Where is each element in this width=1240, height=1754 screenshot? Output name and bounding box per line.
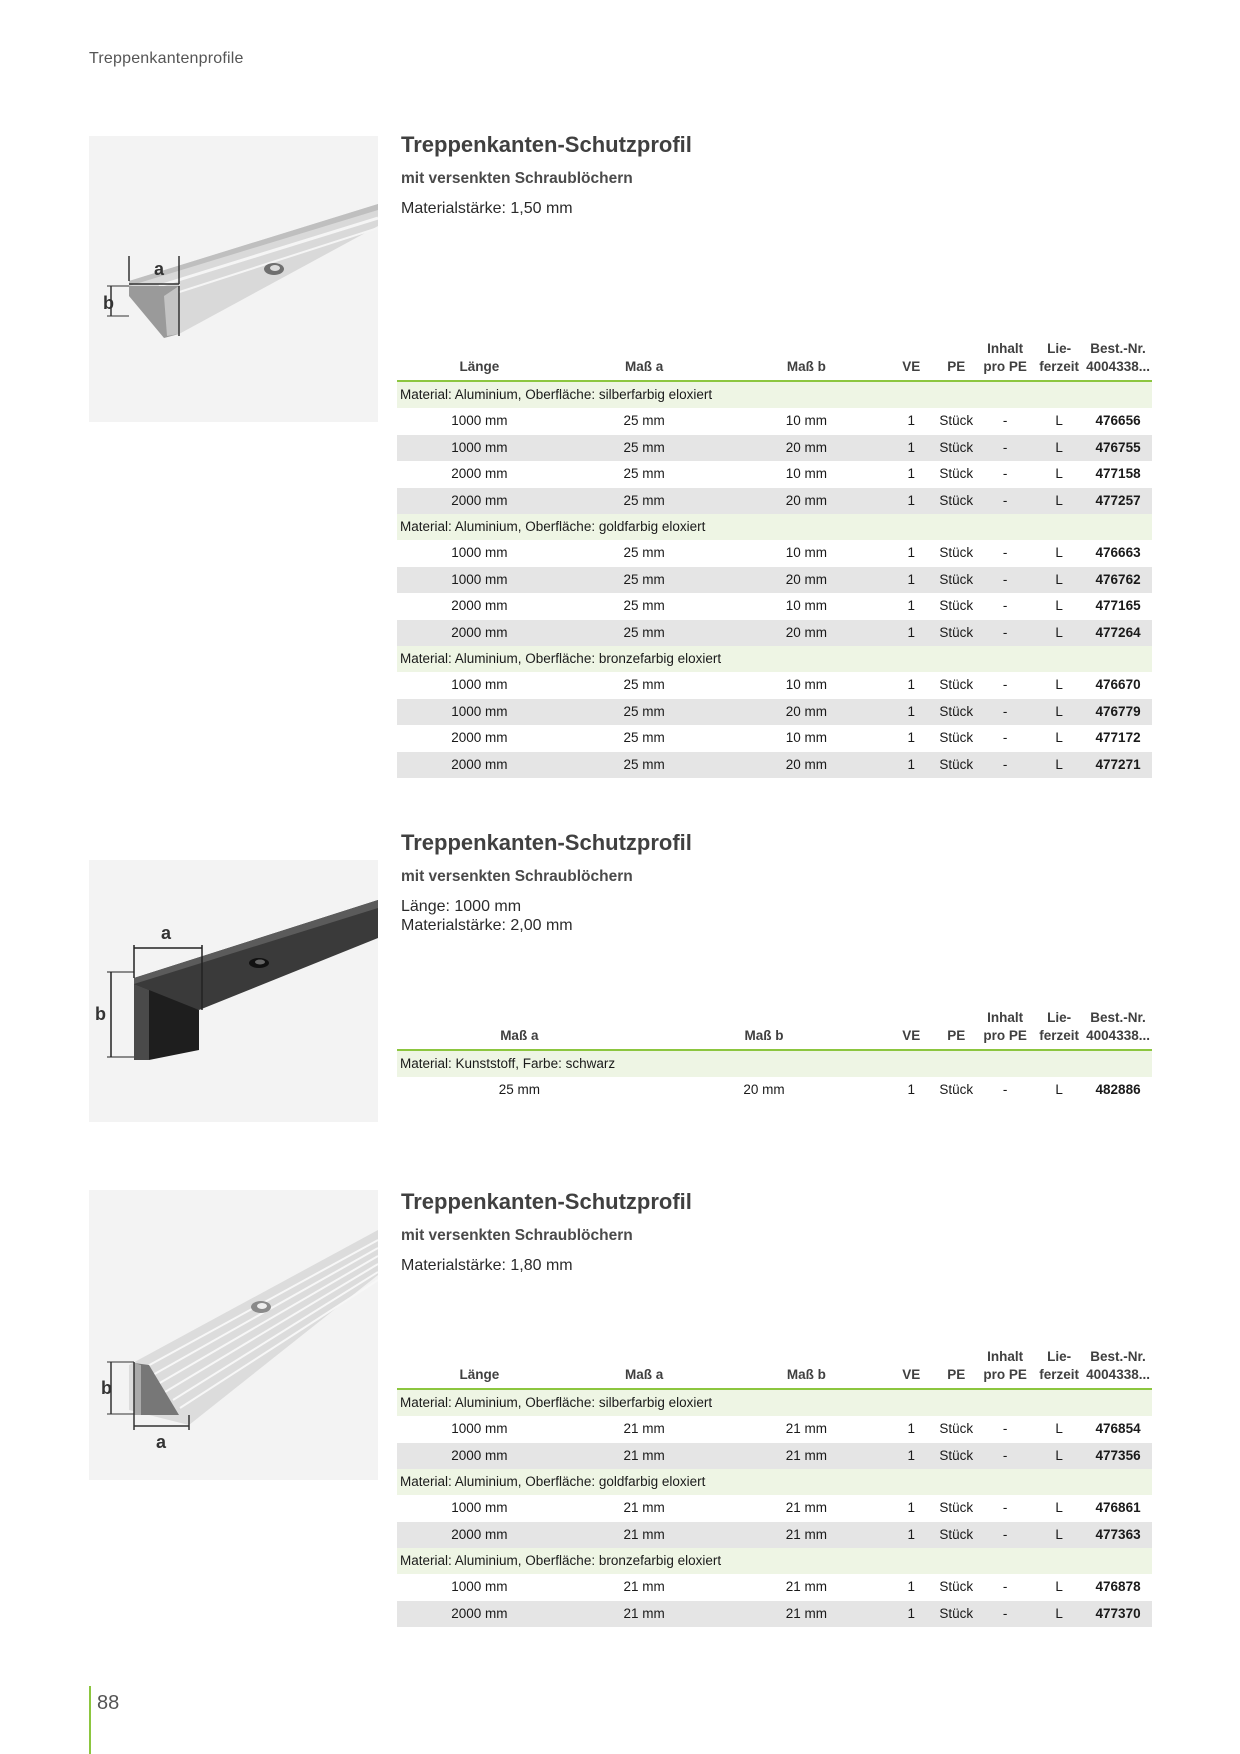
table-row [397,725,1152,752]
table-cell: 1 [907,730,915,746]
table-cell: 1000 mm [451,1421,508,1437]
product-spec-laenge: Länge: 1000 mm [401,898,522,915]
material-group-row [397,1050,1152,1077]
table-cell: Stück [936,620,976,647]
table-cell: Stück [939,466,974,482]
col-inhalt: Inhalt pro PE [976,332,1034,381]
table-cell: 1 [907,1082,915,1098]
best-nr-cell: 476670 [1095,677,1141,693]
table-cell: Stück [939,598,974,614]
table-row [397,488,1152,515]
best-nr-cell: 477158 [1095,466,1141,482]
table-cell: 10 mm [785,598,828,614]
table-cell: 1 [886,435,936,462]
material-label: Material: Aluminium, Oberfläche: bronzefarbig eloxiert [397,1548,1152,1574]
table-cell: 20 mm [727,435,887,462]
table-cell: - [976,1601,1034,1628]
table-cell: Stück [939,1500,974,1516]
material-group-row [397,1389,1152,1416]
table-cell: 1 [907,466,915,482]
table-cell: 21 mm [623,1579,665,1595]
col-pe: PE [936,1001,976,1050]
table-cell: 25 mm [623,598,665,614]
table-cell: Stück [936,699,976,726]
table-cell: L [1034,620,1084,647]
table-cell: Stück [939,730,974,746]
table-cell: 2000 mm [397,752,562,779]
table-row [397,435,1152,462]
table-cell: 20 mm [727,620,887,647]
table-cell: Stück [939,413,974,429]
table-cell: - [976,488,1034,515]
best-nr-cell: 477257 [1084,488,1152,515]
product-title: Treppenkanten-Schutzprofil [401,132,692,157]
table-cell: Stück [936,488,976,515]
table-cell: - [976,620,1034,647]
product-image-ribbed-profile [89,1190,378,1480]
table-cell: L [1034,435,1084,462]
table-body [397,381,1152,778]
product-info [401,1188,692,1275]
product-image-silver-profile [89,136,378,422]
product-table [397,332,1152,778]
dimension-label-a: a [156,1432,167,1452]
col-ve: VE [886,332,936,381]
table-cell: 25 mm [623,730,665,746]
table-cell: 1000 mm [451,545,508,561]
best-nr-cell: 476779 [1084,699,1152,726]
dimension-label-b: b [103,293,114,313]
table-cell: Stück [936,1522,976,1549]
table-cell: 25 mm [562,620,727,647]
col-inhalt: Inhalt pro PE [976,1340,1034,1389]
best-nr-cell: 477172 [1095,730,1141,746]
table-cell: - [1002,1579,1008,1595]
table-cell: - [1002,545,1008,561]
best-nr-cell: 476656 [1095,413,1141,429]
table-row [397,1601,1152,1628]
col-lieferzeit: Lie- ferzeit [1034,1001,1084,1050]
best-nr-cell: 476854 [1095,1421,1141,1437]
table-row [397,1495,1152,1522]
table-cell: 25 mm [623,466,665,482]
table-cell: - [976,752,1034,779]
col-best-nr: Best.-Nr. 4004338... [1084,332,1152,381]
table-cell: 25 mm [623,413,665,429]
table-cell: 2000 mm [397,620,562,647]
table-cell: 21 mm [727,1601,887,1628]
col-mass-b: Maß b [727,332,887,381]
best-nr-cell: 477370 [1084,1601,1152,1628]
material-group-row [397,646,1152,672]
product-table [397,1001,1152,1104]
table-cell: Stück [936,1443,976,1470]
table-cell: 25 mm [623,545,665,561]
material-label: Material: Aluminium, Oberfläche: goldfarbig eloxiert [397,514,1152,540]
col-ve: VE [886,1340,936,1389]
table-cell: Stück [936,435,976,462]
table-row [397,699,1152,726]
table-cell: Stück [936,567,976,594]
table-cell: - [1002,1082,1008,1098]
col-laenge: Länge [397,1340,562,1389]
col-mass-b: Maß b [642,1001,887,1050]
table-cell: - [976,567,1034,594]
best-nr-cell: 476878 [1095,1579,1141,1595]
table-row [397,408,1152,435]
table-row [397,540,1152,567]
dimension-label-b: b [95,1004,106,1024]
table-cell: 21 mm [785,1579,828,1595]
table-header-row [397,1340,1152,1389]
table-cell: 1000 mm [451,1500,508,1516]
table-cell: 1 [907,413,915,429]
table-cell: 25 mm [562,488,727,515]
table-cell: 1 [907,1579,915,1595]
table-cell: L [1055,1421,1063,1437]
material-group-row [397,1548,1152,1574]
table-row [397,752,1152,779]
table-cell: Stück [936,1601,976,1628]
material-label: Material: Aluminium, Oberfläche: bronzefarbig eloxiert [397,646,1152,672]
table-cell: 1 [907,598,915,614]
table-cell: 21 mm [623,1500,665,1516]
table-cell: L [1034,1443,1084,1470]
material-group-row [397,514,1152,540]
col-inhalt: Inhalt pro PE [976,1001,1034,1050]
table-cell: 2000 mm [397,1522,562,1549]
table-cell: L [1034,567,1084,594]
dimension-label-a: a [161,923,172,943]
best-nr-cell: 477165 [1095,598,1141,614]
col-mass-a: Maß a [397,1001,642,1050]
table-cell: 2000 mm [451,466,508,482]
material-label: Material: Aluminium, Oberfläche: goldfarbig eloxiert [397,1469,1152,1495]
col-pe: PE [936,332,976,381]
table-header-row [397,1001,1152,1050]
table-cell: Stück [936,752,976,779]
table-cell: - [1002,413,1008,429]
table-cell: 25 mm [498,1082,540,1098]
table-cell: 25 mm [562,752,727,779]
table-cell: 20 mm [727,488,887,515]
product-subtitle: mit versenkten Schraublöchern [401,170,633,187]
table-row [397,1416,1152,1443]
table-cell: 10 mm [785,677,828,693]
table-cell: - [976,435,1034,462]
table-cell: 10 mm [785,413,828,429]
table-header-row [397,332,1152,381]
best-nr-cell: 477264 [1084,620,1152,647]
dimension-label-b: b [101,1378,112,1398]
table-cell: 25 mm [562,567,727,594]
best-nr-cell: 476663 [1095,545,1141,561]
best-nr-cell: 476861 [1095,1500,1141,1516]
table-cell: 1 [886,699,936,726]
col-mass-b: Maß b [727,1340,887,1389]
table-row [397,620,1152,647]
dimension-label-a: a [154,259,165,279]
table-cell: 1 [886,1601,936,1628]
table-body [397,1389,1152,1627]
table-body [397,1050,1152,1104]
table-cell: 2000 mm [451,598,508,614]
table-cell: Stück [939,1579,974,1595]
table-cell: Stück [939,677,974,693]
table-cell: 1 [886,1522,936,1549]
material-group-row [397,1469,1152,1495]
table-cell: L [1034,1601,1084,1628]
product-info [401,829,692,935]
product-title: Treppenkanten-Schutzprofil [401,1189,692,1214]
page-number: 88 [97,1692,120,1714]
product-spec: Materialstärke: 1,80 mm [401,1257,573,1274]
table-cell: 1 [886,752,936,779]
table-row [397,461,1152,488]
table-cell: 2000 mm [397,1443,562,1470]
table-cell: 20 mm [743,1082,785,1098]
best-nr-cell: 477356 [1084,1443,1152,1470]
table-cell: L [1055,413,1063,429]
table-cell: L [1034,488,1084,515]
table-cell: 20 mm [727,752,887,779]
product-info [401,131,692,218]
table-cell: 1 [907,1421,915,1437]
table-cell: - [1002,1421,1008,1437]
product-spec-materialstaerke: Materialstärke: 2,00 mm [401,917,573,934]
table-cell: Stück [939,545,974,561]
table-cell: Stück [939,1421,974,1437]
material-label: Material: Aluminium, Oberfläche: silberfarbig eloxiert [397,1389,1152,1416]
col-best-nr: Best.-Nr. 4004338... [1084,1001,1152,1050]
table-cell: - [1002,730,1008,746]
table-cell: L [1055,545,1063,561]
section-header: Treppenkantenprofile [89,50,244,67]
table-cell: - [1002,677,1008,693]
table-cell: 25 mm [623,677,665,693]
table-cell: 1 [907,677,915,693]
table-cell: 1000 mm [397,699,562,726]
table-cell: 1000 mm [451,413,508,429]
product-subtitle: mit versenkten Schraublöchern [401,868,633,885]
table-cell: 1 [886,1443,936,1470]
col-pe: PE [936,1340,976,1389]
table-row [397,1443,1152,1470]
table-cell: 1 [886,488,936,515]
table-cell: 21 mm [727,1443,887,1470]
table-cell: - [1002,466,1008,482]
product-subtitle: mit versenkten Schraublöchern [401,1227,633,1244]
table-cell: L [1055,677,1063,693]
table-cell: 10 mm [785,545,828,561]
table-cell: 2000 mm [397,488,562,515]
col-ve: VE [886,1001,936,1050]
table-cell: L [1034,752,1084,779]
best-nr-cell: 476762 [1084,567,1152,594]
table-cell: 10 mm [785,730,828,746]
col-best-nr: Best.-Nr. 4004338... [1084,1340,1152,1389]
table-cell: 1000 mm [451,1579,508,1595]
table-cell: 20 mm [727,567,887,594]
table-cell: 2000 mm [451,730,508,746]
table-cell: - [1002,598,1008,614]
table-cell: L [1034,699,1084,726]
table-cell: 21 mm [785,1421,828,1437]
table-cell: 1 [907,545,915,561]
col-lieferzeit: Lie- ferzeit [1034,332,1084,381]
table-cell: - [976,1443,1034,1470]
table-cell: - [976,1522,1034,1549]
table-cell: L [1055,598,1063,614]
table-cell: 21 mm [562,1443,727,1470]
table-cell: 25 mm [562,435,727,462]
table-row [397,672,1152,699]
table-cell: 1 [907,1500,915,1516]
table-row [397,567,1152,594]
product-title: Treppenkanten-Schutzprofil [401,830,692,855]
best-nr-cell: 476755 [1084,435,1152,462]
col-laenge: Länge [397,332,562,381]
table-cell: 21 mm [623,1421,665,1437]
material-group-row [397,381,1152,408]
product-image-black-profile [89,860,378,1122]
table-cell: 20 mm [727,699,887,726]
col-lieferzeit: Lie- ferzeit [1034,1340,1084,1389]
table-cell: L [1034,1522,1084,1549]
table-cell: 21 mm [727,1522,887,1549]
table-cell: 1 [886,567,936,594]
best-nr-cell: 482886 [1095,1082,1141,1098]
col-mass-a: Maß a [562,1340,727,1389]
material-label: Material: Kunststoff, Farbe: schwarz [397,1050,1152,1077]
best-nr-cell: 477363 [1084,1522,1152,1549]
table-cell: L [1055,1082,1063,1098]
table-row [397,1522,1152,1549]
table-cell: L [1055,730,1063,746]
table-cell: 1000 mm [451,677,508,693]
table-cell: 2000 mm [397,1601,562,1628]
table-cell: 1000 mm [397,435,562,462]
col-mass-a: Maß a [562,332,727,381]
table-cell: 21 mm [785,1500,828,1516]
table-cell: L [1055,1500,1063,1516]
best-nr-cell: 477271 [1084,752,1152,779]
product-spec: Materialstärke: 1,50 mm [401,200,573,217]
footer-accent-line [89,1686,91,1754]
table-cell: 21 mm [562,1601,727,1628]
table-cell: 10 mm [785,466,828,482]
table-row [397,1077,1152,1104]
table-cell: - [1002,1500,1008,1516]
table-cell: 25 mm [562,699,727,726]
table-cell: - [976,699,1034,726]
table-row [397,1574,1152,1601]
product-table [397,1340,1152,1627]
table-cell: 1000 mm [397,567,562,594]
table-cell: 21 mm [562,1522,727,1549]
table-cell: L [1055,1579,1063,1595]
table-cell: L [1055,466,1063,482]
material-label: Material: Aluminium, Oberfläche: silberfarbig eloxiert [397,381,1152,408]
table-cell: 1 [886,620,936,647]
table-cell: Stück [939,1082,974,1098]
table-row [397,593,1152,620]
